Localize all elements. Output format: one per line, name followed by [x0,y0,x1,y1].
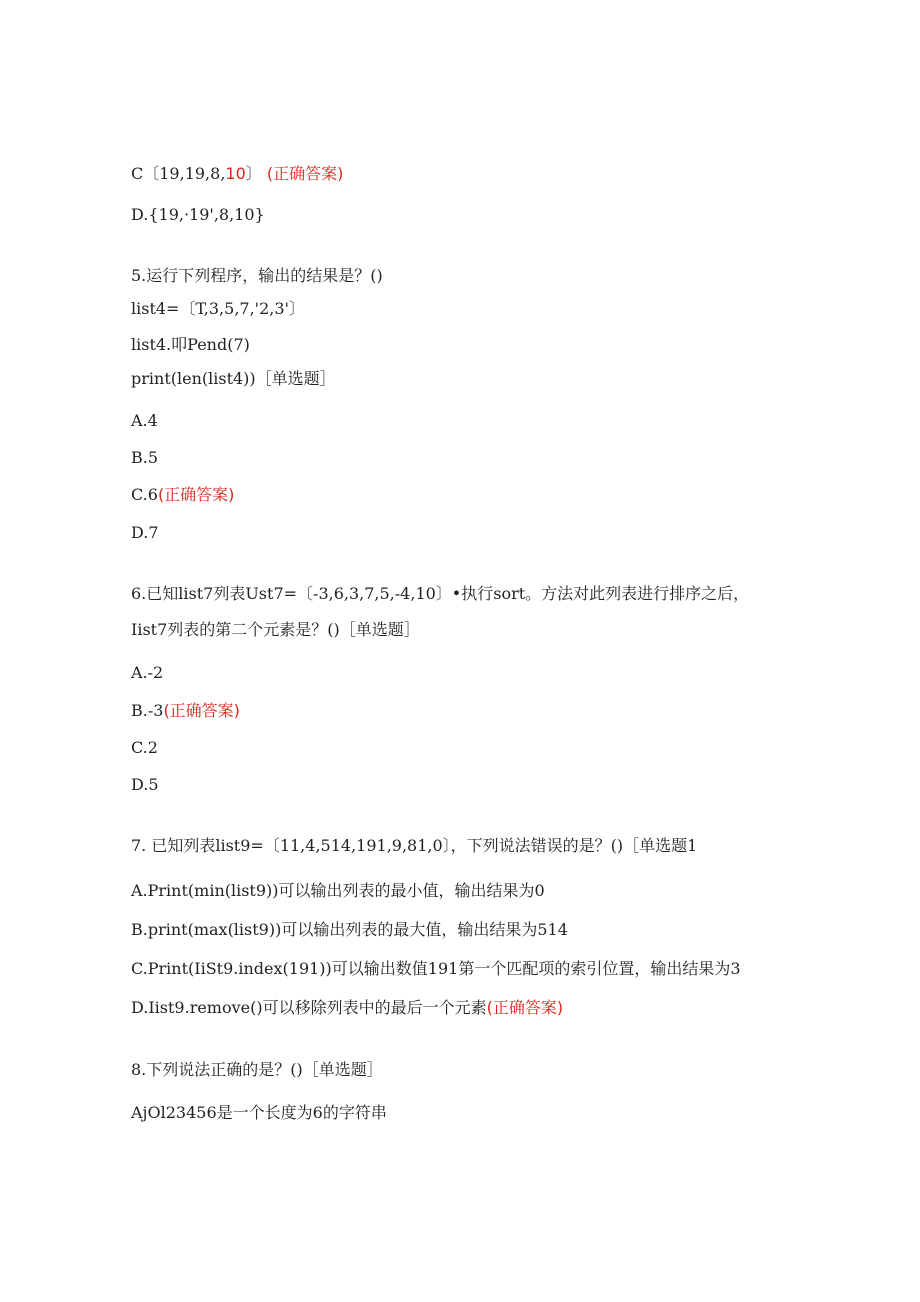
q6-option-c: C.2 [131,738,158,757]
q6-option-a: A.-2 [131,663,164,682]
q5-option-d: D.7 [131,523,159,542]
correct-answer-mark: (正确答案) [163,701,240,720]
correct-answer-mark: (正确答案) [486,998,564,1017]
q7-option-a: A.Print(min(list9))可以输出列表的最小值，输出结果为0 [131,881,545,900]
q6-option-d: D.5 [131,775,159,794]
q5-code-line-3: print(len(list4))［单选题］ [131,369,336,388]
q6-option-b [131,701,240,721]
q7-question: 7. 已知列表list9=〔11,4,514,191,9,81,0〕，下列说法错误的是？()［单选题1 [131,836,698,855]
q5-code-line-1: list4=〔T,3,5,7,'2,3'〕 [131,299,305,318]
q7-option-c: C.Print(IiSt9.index(191))可以输出数值191第一个匹配项的索引位置，输出结果为3 [131,959,741,978]
q6-question-line-1: 6.已知list7列表Ust7=〔-3,6,3,7,5,-4,10〕•执行sort。方法对此列表进行排序之后， [131,584,750,603]
q5-option-a: A.4 [131,411,158,430]
q8-option-a: AjOl23456是一个长度为6的字符串 [131,1103,387,1122]
option-text-suffix: 〕 [245,164,262,183]
q4-option-d: D.{19,·19',8,10} [131,205,265,224]
q4-option-c [131,164,343,184]
q5-option-c [131,485,234,505]
q5-code-line-2: list4.叩Pend(7) [131,335,250,354]
option-text: C〔19,19,8, [131,164,226,183]
red-inline-text: 10 [225,164,246,183]
option-text: D.Iist9.remove()可以移除列表中的最后一个元素 [131,998,487,1017]
q5-question: 5.运行下列程序，输出的结果是？() [131,266,383,285]
q6-question-line-2: Iist7列表的第二个元素是？()［单选题］ [131,620,420,639]
correct-answer-mark: (正确答案) [157,485,235,504]
option-text: C.6 [131,485,158,504]
q7-option-d [131,998,563,1018]
q8-question: 8.下列说法正确的是？()［单选题］ [131,1060,383,1079]
q5-option-b: B.5 [131,448,159,467]
correct-answer-mark: (正确答案) [266,164,344,183]
option-text: B.-3 [131,701,164,720]
q7-option-b: B.print(max(list9))可以输出列表的最大值，输出结果为514 [131,920,568,939]
